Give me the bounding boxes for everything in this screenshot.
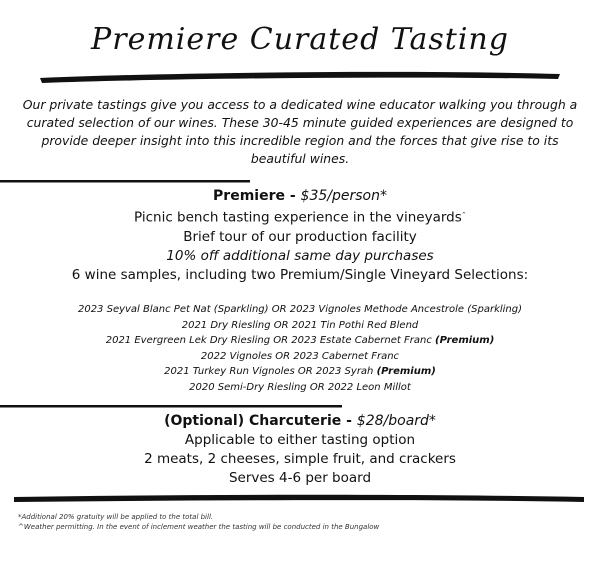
page-title: Premiere Curated Tasting xyxy=(91,22,509,57)
wine-item: 2021 Dry Riesling OR 2021 Tin Pothi Red Blend xyxy=(181,319,419,331)
charcuterie-line-1: Applicable to either tasting option xyxy=(184,432,416,448)
premium-badge: (Premium) xyxy=(376,366,436,377)
premiere-section xyxy=(0,186,600,285)
premiere-line-1: Picnic bench tasting experience in the vineyards^ xyxy=(134,209,466,226)
premiere-name: Premiere - xyxy=(213,188,301,204)
charcuterie-heading xyxy=(0,411,600,431)
wine-list xyxy=(0,302,600,395)
charcuterie-name: (Optional) Charcuterie - xyxy=(164,413,357,429)
gratuity-note: *Additional 20% gratuity will be applied to the total bill. xyxy=(18,513,214,521)
premium-badge: (Premium) xyxy=(435,335,495,346)
wine-item: 2022 Vignoles OR 2023 Cabernet Franc xyxy=(200,350,400,362)
weather-mark: ^ xyxy=(461,212,466,218)
weather-note: ^Weather permitting. In the event of inclement weather the tasting will be conducted in the Bungalow xyxy=(18,523,380,531)
premiere-price: $35/person* xyxy=(300,188,387,204)
charcuterie-price: $28/board* xyxy=(356,413,436,429)
charcuterie-line-3: Serves 4-6 per board xyxy=(228,470,372,486)
wine-item: 2021 Evergreen Lek Dry Riesling OR 2023 Estate Cabernet Franc (Premium) xyxy=(105,335,495,346)
premiere-heading xyxy=(0,186,600,206)
premiere-line-2: Brief tour of our production facility xyxy=(183,228,417,245)
footnotes xyxy=(18,512,379,532)
wine-item: 2021 Turkey Run Vignoles OR 2023 Syrah (Premium) xyxy=(164,366,436,377)
premiere-line-4: 6 wine samples, including two Premium/Single Vineyard Selections: xyxy=(71,266,529,283)
wine-item: 2023 Seyval Blanc Pet Nat (Sparkling) OR 2023 Vignoles Methode Ancestrole (Sparkling) xyxy=(77,304,523,315)
charcuterie-section xyxy=(0,411,600,488)
intro-paragraph: Our private tastings give you access to a dedicated wine educator walking you through a curated selection of our wines. These 30-45 minute guided experiences are designed to provide deeper insight into this incredible region and the forces that give rise to its beautiful wines. xyxy=(22,97,578,166)
wine-item: 2020 Semi-Dry Riesling OR 2022 Leon Millot xyxy=(189,381,411,393)
premiere-line-3: 10% off additional same day purchases xyxy=(166,247,434,264)
charcuterie-line-2: 2 meats, 2 cheeses, simple fruit, and crackers xyxy=(144,451,456,467)
